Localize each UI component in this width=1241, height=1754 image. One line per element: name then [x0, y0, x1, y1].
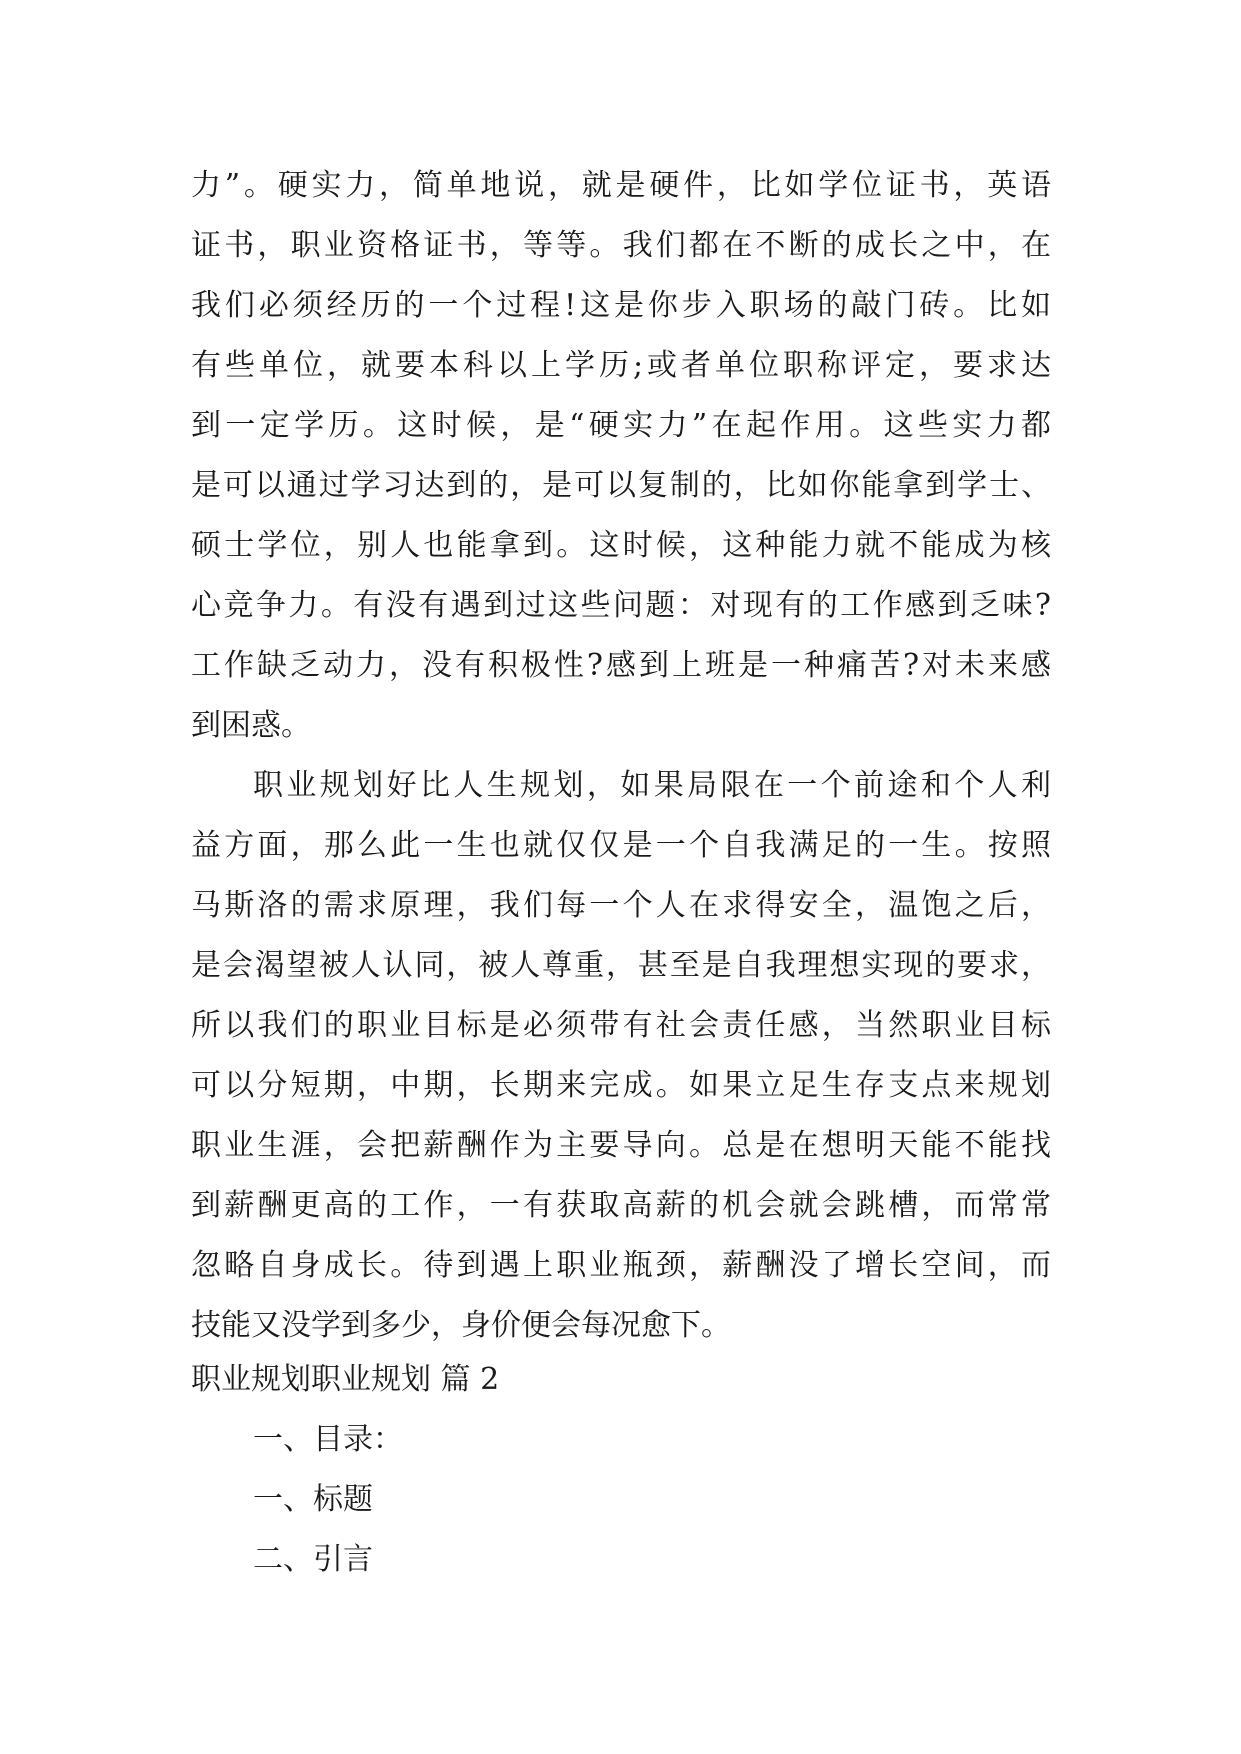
text-line: 到一定学历。这时候，是“硬实力”在起作用。这些实力都 [191, 408, 1051, 443]
text-line: 是可以通过学习达到的，是可以复制的，比如你能拿到学士、 [191, 468, 1051, 503]
text-line: 心竞争力。有没有遇到过这些问题：对现有的工作感到乏味? [191, 588, 1051, 623]
toc-item: 一、目录： [253, 1422, 403, 1457]
text-line: 可以分短期，中期，长期来完成。如果立足生存支点来规划 [191, 1068, 1051, 1103]
toc-item: 一、标题 [253, 1482, 373, 1517]
text-line: 忽略自身成长。待到遇上职业瓶颈，薪酬没了增长空间，而 [191, 1248, 1051, 1283]
text-line: 到困惑。 [191, 708, 311, 743]
text-line: 马斯洛的需求原理，我们每一个人在求得安全，温饱之后， [191, 888, 1051, 923]
text-line: 硕士学位，别人也能拿到。这时候，这种能力就不能成为核 [191, 528, 1051, 563]
section-title: 职业规划职业规划 篇 2 [191, 1362, 500, 1397]
text-line: 职业规划好比人生规划，如果局限在一个前途和个人利 [253, 768, 1051, 803]
text-line: 到薪酬更高的工作，一有获取高薪的机会就会跳槽，而常常 [191, 1188, 1051, 1223]
text-line: 工作缺乏动力，没有积极性?感到上班是一种痛苦?对未来感 [191, 648, 1051, 683]
toc-item: 二、引言 [253, 1542, 373, 1577]
text-line: 有些单位，就要本科以上学历;或者单位职称评定，要求达 [191, 348, 1051, 383]
text-line: 我们必须经历的一个过程!这是你步入职场的敲门砖。比如 [191, 288, 1051, 323]
text-line: 职业生涯，会把薪酬作为主要导向。总是在想明天能不能找 [191, 1128, 1051, 1163]
text-line: 力”。硬实力，简单地说，就是硬件，比如学位证书，英语 [191, 168, 1051, 203]
text-line: 益方面，那么此一生也就仅仅是一个自我满足的一生。按照 [191, 828, 1051, 863]
text-line: 技能又没学到多少，身价便会每况愈下。 [191, 1308, 731, 1343]
text-line: 证书，职业资格证书，等等。我们都在不断的成长之中，在 [191, 228, 1051, 263]
text-line: 是会渴望被人认同，被人尊重，甚至是自我理想实现的要求， [191, 948, 1051, 983]
text-line: 所以我们的职业目标是必须带有社会责任感，当然职业目标 [191, 1008, 1051, 1043]
